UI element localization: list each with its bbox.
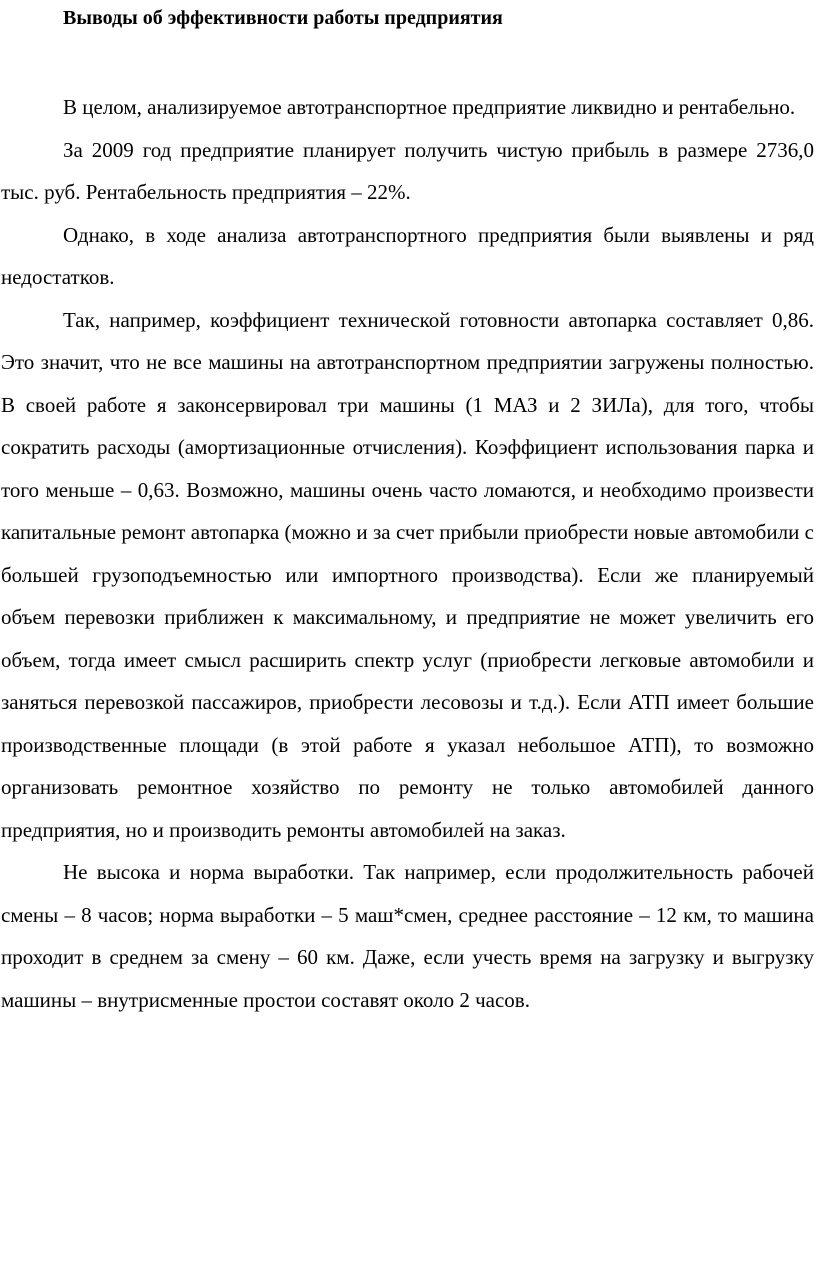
- paragraph-fleet-readiness: Так, например, коэффициент технической готовности автопарка составляет 0,86. Это значит, что не все машины на автотранспортном предприятии загружены полностью. В своей работе я законсервировал три машины (1 МАЗ и 2 ЗИЛа), для того, чтобы сократить расходы (амортизационные отчисления). Коэффициент использования парка и того меньше – 0,63. Возможно, машины очень часто ломаются, и необходимо произвести капитальные ремонт автопарка (можно и за счет прибыли приобрести новые автомобили с большей грузоподъемностью или импортного производства). Если же планируемый объем перевозки приближен к максимальному, и предприятие не может увеличить его объем, тогда имеет смысл расширить спектр услуг (приобрести легковые автомобили и заняться перевозкой пассажиров, приобрести лесовозы и т.д.). Если АТП имеет большие производственные площади (в этой работе я указал небольшое АТП), то возможно организовать ремонтное хозяйство по ремонту не только автомобилей данного предприятия, но и производить ремонты автомобилей на заказ.: [1, 307, 814, 842]
- paragraph-liquidity: В целом, анализируемое автотранспортное предприятие ликвидно и рентабельно.: [63, 95, 796, 119]
- document-title: Выводы об эффективности работы предприятия: [63, 7, 503, 29]
- paragraph-output-norm: Не высока и норма выработки. Так например, если продолжительность рабочей смены – 8 часов; норма выработки – 5 маш*смен, среднее расстояние – 12 км, то машина проходит в среднем за смену – 60 км. Даже, если учесть время на загрузку и выгрузку машины – внутрисменные простои составят около 2 часов.: [1, 860, 814, 1012]
- document-body: [1, 86, 814, 1021]
- paragraph-shortcomings: Однако, в ходе анализа автотранспортного предприятия были выявлены и ряд недостатков.: [1, 222, 814, 289]
- paragraph-profit: За 2009 год предприятие планирует получить чистую прибыль в размере 2736,0 тыс. руб. Рентабельность предприятия – 22%.: [1, 137, 814, 204]
